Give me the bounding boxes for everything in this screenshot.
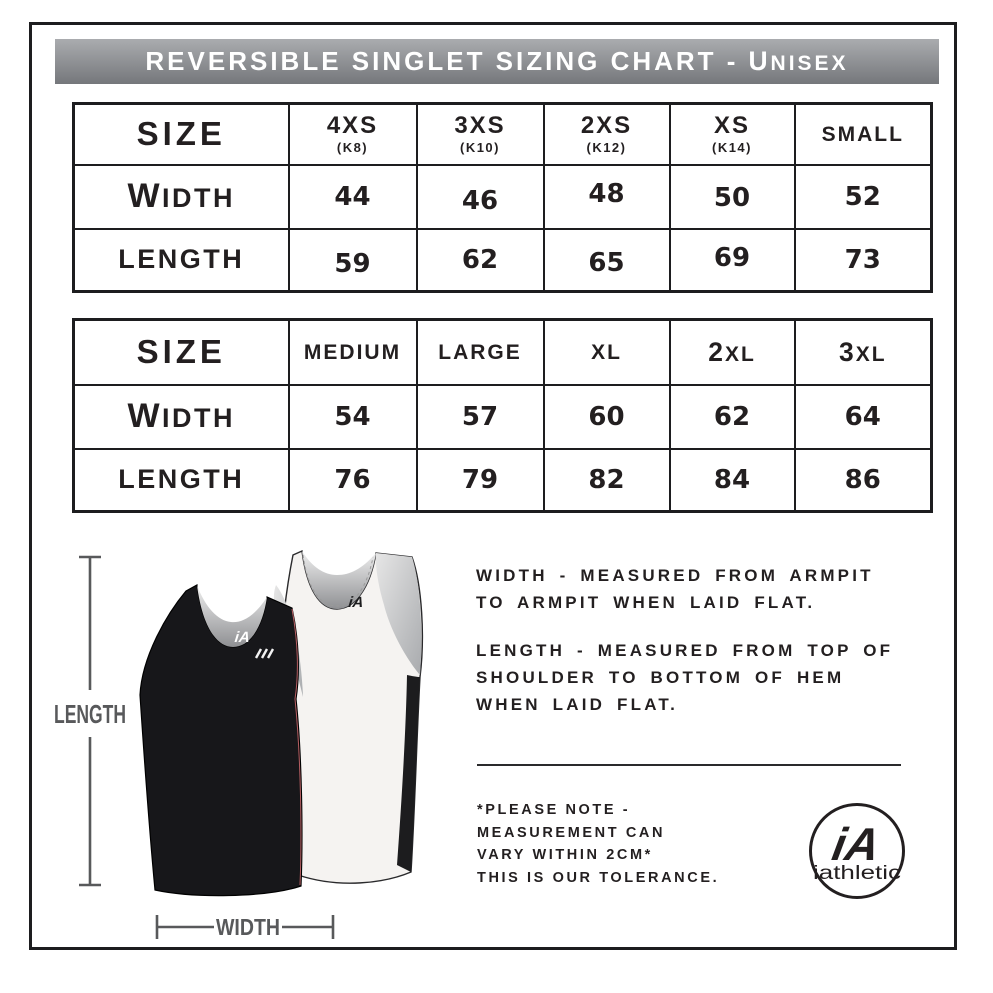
- width-value: 60: [588, 401, 625, 432]
- column-header-2xl: [670, 320, 795, 385]
- length-value: 84: [713, 464, 751, 495]
- length-value: 82: [588, 464, 625, 495]
- tolerance-note-line: *PLEASE NOTE -: [477, 802, 631, 818]
- singlet-measurement-diagram: [40, 545, 460, 945]
- measurement-definitions: [476, 562, 946, 718]
- tolerance-note-line: MEASUREMENT CAN: [477, 824, 666, 841]
- width-value-cell: [289, 165, 417, 229]
- length-value-cell: [289, 449, 417, 512]
- column-header-3xs: [417, 104, 544, 165]
- length-value: 62: [461, 244, 499, 275]
- length-value-cell: [670, 229, 795, 292]
- column-name: XS: [713, 112, 750, 140]
- width-row: [74, 385, 932, 449]
- length-value-cell: [795, 449, 932, 512]
- tolerance-note: [477, 799, 719, 889]
- width-value-cell: [417, 385, 544, 449]
- column-header-xs: [670, 104, 795, 165]
- size-corner-cell: [74, 104, 289, 165]
- column-header-medium: [289, 320, 417, 385]
- width-value: 48: [588, 178, 625, 209]
- column-name: SMALL: [821, 122, 904, 146]
- size-table-large-sizes: [72, 318, 933, 513]
- width-value-cell: [795, 165, 932, 229]
- black-singlet-chest-logo: iA: [233, 629, 251, 646]
- column-header-2xs: [544, 104, 670, 165]
- length-value: 73: [844, 244, 881, 275]
- length-dimension-label: LENGTH: [54, 699, 126, 729]
- note-divider-line: [477, 764, 901, 766]
- width-value: 64: [844, 401, 881, 432]
- column-subsize: (K14): [711, 140, 752, 156]
- column-name: 2XS: [580, 112, 633, 140]
- length-row: [74, 229, 932, 292]
- width-value-cell: [417, 165, 544, 229]
- column-name: 3XS: [454, 112, 506, 140]
- title-bar: [55, 39, 939, 84]
- width-value-cell: [544, 385, 670, 449]
- column-header-small: [795, 104, 932, 165]
- length-value: 65: [588, 247, 625, 278]
- length-value: 76: [334, 464, 371, 495]
- column-name: MEDIUM: [303, 340, 402, 364]
- length-row-label: LENGTH: [118, 464, 245, 495]
- table-header-row: [74, 104, 932, 165]
- width-row-label: WIDTH: [127, 397, 236, 435]
- length-value: 69: [713, 242, 751, 273]
- page-title: REVERSIBLE SINGLET SIZING CHART -: [145, 46, 739, 76]
- column-header-3xl: [795, 320, 932, 385]
- length-value-cell: [417, 229, 544, 292]
- length-definition-line: WHEN LAID FLAT.: [476, 695, 679, 714]
- length-value-cell: [417, 449, 544, 512]
- tolerance-note-line: THIS IS OUR TOLERANCE.: [477, 869, 720, 886]
- length-value: 79: [461, 464, 499, 495]
- length-value-cell: [544, 229, 670, 292]
- column-name: 3XL: [838, 337, 887, 368]
- width-value: 50: [713, 182, 751, 213]
- length-definition-line: LENGTH - MEASURED FROM TOP OF: [476, 641, 894, 660]
- column-name: 4XS: [326, 112, 379, 140]
- size-corner-label: SIZE: [136, 115, 226, 153]
- iathletic-logo: [806, 800, 908, 902]
- length-value-cell: [795, 229, 932, 292]
- column-subsize: (K8): [336, 140, 369, 156]
- length-value-cell: [670, 449, 795, 512]
- column-subsize: (K10): [459, 140, 500, 156]
- row-label-cell: [74, 385, 289, 449]
- width-value-cell: [289, 385, 417, 449]
- row-label-cell: [74, 229, 289, 292]
- length-definition-line: SHOULDER TO BOTTOM OF HEM: [476, 668, 845, 687]
- column-subsize: (K12): [586, 140, 627, 156]
- width-value: 62: [713, 401, 751, 432]
- length-value: 59: [334, 248, 371, 279]
- column-name: LARGE: [438, 340, 522, 364]
- column-header-xl: [544, 320, 670, 385]
- black-singlet-illustration: [140, 585, 302, 896]
- size-corner-label: SIZE: [136, 333, 226, 371]
- row-label-cell: [74, 165, 289, 229]
- page-title-suffix: UNISEX: [748, 46, 849, 76]
- size-corner-cell: [74, 320, 289, 385]
- length-value-cell: [289, 229, 417, 292]
- column-name: 2XL: [708, 337, 756, 368]
- length-row-label: LENGTH: [118, 244, 245, 275]
- column-header-large: [417, 320, 544, 385]
- width-definition-line: TO ARMPIT WHEN LAID FLAT.: [476, 593, 816, 612]
- size-table-small-sizes: [72, 102, 933, 293]
- width-definition-line: WIDTH - MEASURED FROM ARMPIT: [476, 566, 874, 585]
- width-value-cell: [544, 165, 670, 229]
- table-header-row: [74, 320, 932, 385]
- width-value: 52: [844, 181, 881, 212]
- width-value: 46: [461, 185, 499, 216]
- width-value: 44: [334, 181, 371, 212]
- width-value-cell: [670, 165, 795, 229]
- width-value-cell: [670, 385, 795, 449]
- width-value: 54: [334, 401, 371, 432]
- tolerance-note-line: VARY WITHIN 2CM*: [477, 847, 653, 863]
- width-row-label: WIDTH: [127, 177, 236, 215]
- logo-wordmark: iathletic: [813, 863, 901, 884]
- width-row: [74, 165, 932, 229]
- white-singlet-chest-logo: iA: [347, 594, 365, 611]
- width-dimension-label: WIDTH: [216, 914, 280, 940]
- width-value-cell: [795, 385, 932, 449]
- logo-mark: iA: [828, 818, 884, 870]
- column-header-4xs: [289, 104, 417, 165]
- width-value: 57: [461, 401, 499, 432]
- length-value: 86: [844, 464, 881, 495]
- column-name: XL: [591, 340, 622, 364]
- length-row: [74, 449, 932, 512]
- length-value-cell: [544, 449, 670, 512]
- row-label-cell: [74, 449, 289, 512]
